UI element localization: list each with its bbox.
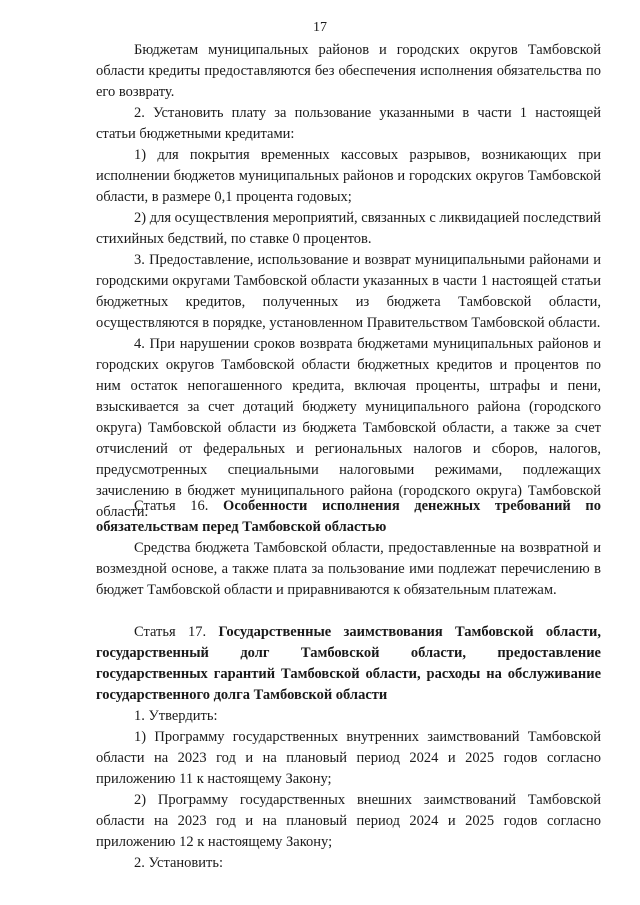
article-16 xyxy=(96,496,601,601)
article-17 xyxy=(96,622,601,874)
article-title: Государственные заимствования Тамбовской области, государственный долг Тамбовской области, предоставление государственных гарантий Тамбовской области, расходы на обслуживание государственного долга Тамбовской области xyxy=(96,624,601,703)
article-number: Статья 16. xyxy=(134,498,209,514)
paragraph: 1. Утвердить: xyxy=(134,708,218,724)
paragraph: 1) Программу государственных внутренних заимствований Тамбовской области на 2023 год и на плановый период 2024 и 2025 годов согласно приложению 11 к настоящему Закону; xyxy=(96,729,601,787)
paragraph: Средства бюджета Тамбовской области, предоставленные на возвратной и возмездной основе, а также плата за пользование ими подлежат перечислению в бюджет Тамбовской области и приравниваются к обязательным платежам. xyxy=(96,540,601,598)
paragraph: 4. При нарушении сроков возврата бюджетами муниципальных районов и городских округов Тамбовской области бюджетных кредитов и процентов по ним остаток непогашенного кредита, включая проценты, штрафы и пени, взыскивается за счет дотаций бюджету муниципального района (городского округа) Тамбовской области из бюджета Тамбовской области, а также за счет отчислений от федеральных и региональных налогов и сборов, налогов, предусмотренных специальными налоговыми режимами, подлежащих зачислению в бюджет муниципального района (городского округа) Тамбовской области. xyxy=(96,336,601,520)
article-title: Особенности исполнения денежных требований по обязательствам перед Тамбовской областью xyxy=(96,498,602,535)
article-heading xyxy=(96,496,601,538)
paragraph: 2) для осуществления мероприятий, связанных с ликвидацией последствий стихийных бедствий, по ставке 0 процентов. xyxy=(96,210,601,247)
paragraph: 3. Предоставление, использование и возврат муниципальными районами и городскими округами Тамбовской области указанных в части 1 настоящей статьи бюджетных кредитов, полученных из бюджета Тамбовской области, осуществляются в порядке, установленном Правительством Тамбовской области. xyxy=(96,252,601,331)
paragraph: 2) Программу государственных внешних заимствований Тамбовской области на 2023 год и на плановый период 2024 и 2025 годов согласно приложению 12 к настоящему Закону; xyxy=(96,792,601,850)
article-heading xyxy=(96,622,601,706)
article-15-continuation xyxy=(96,40,601,523)
paragraph: 2. Установить: xyxy=(134,855,224,871)
paragraph: 1) для покрытия временных кассовых разрывов, возникающих при исполнении бюджетов муниципальных районов и городских округов Тамбовской области, в размере 0,1 процента годовых; xyxy=(96,147,601,205)
paragraph: Бюджетам муниципальных районов и городских округов Тамбовской области кредиты предоставляются без обеспечения исполнения обязательства по его возврату. xyxy=(96,42,601,100)
page-number: 17 xyxy=(313,20,327,35)
paragraph: 2. Установить плату за пользование указанными в части 1 настоящей статьи бюджетными кредитами: xyxy=(96,105,601,142)
article-number: Статья 17. xyxy=(134,624,207,640)
